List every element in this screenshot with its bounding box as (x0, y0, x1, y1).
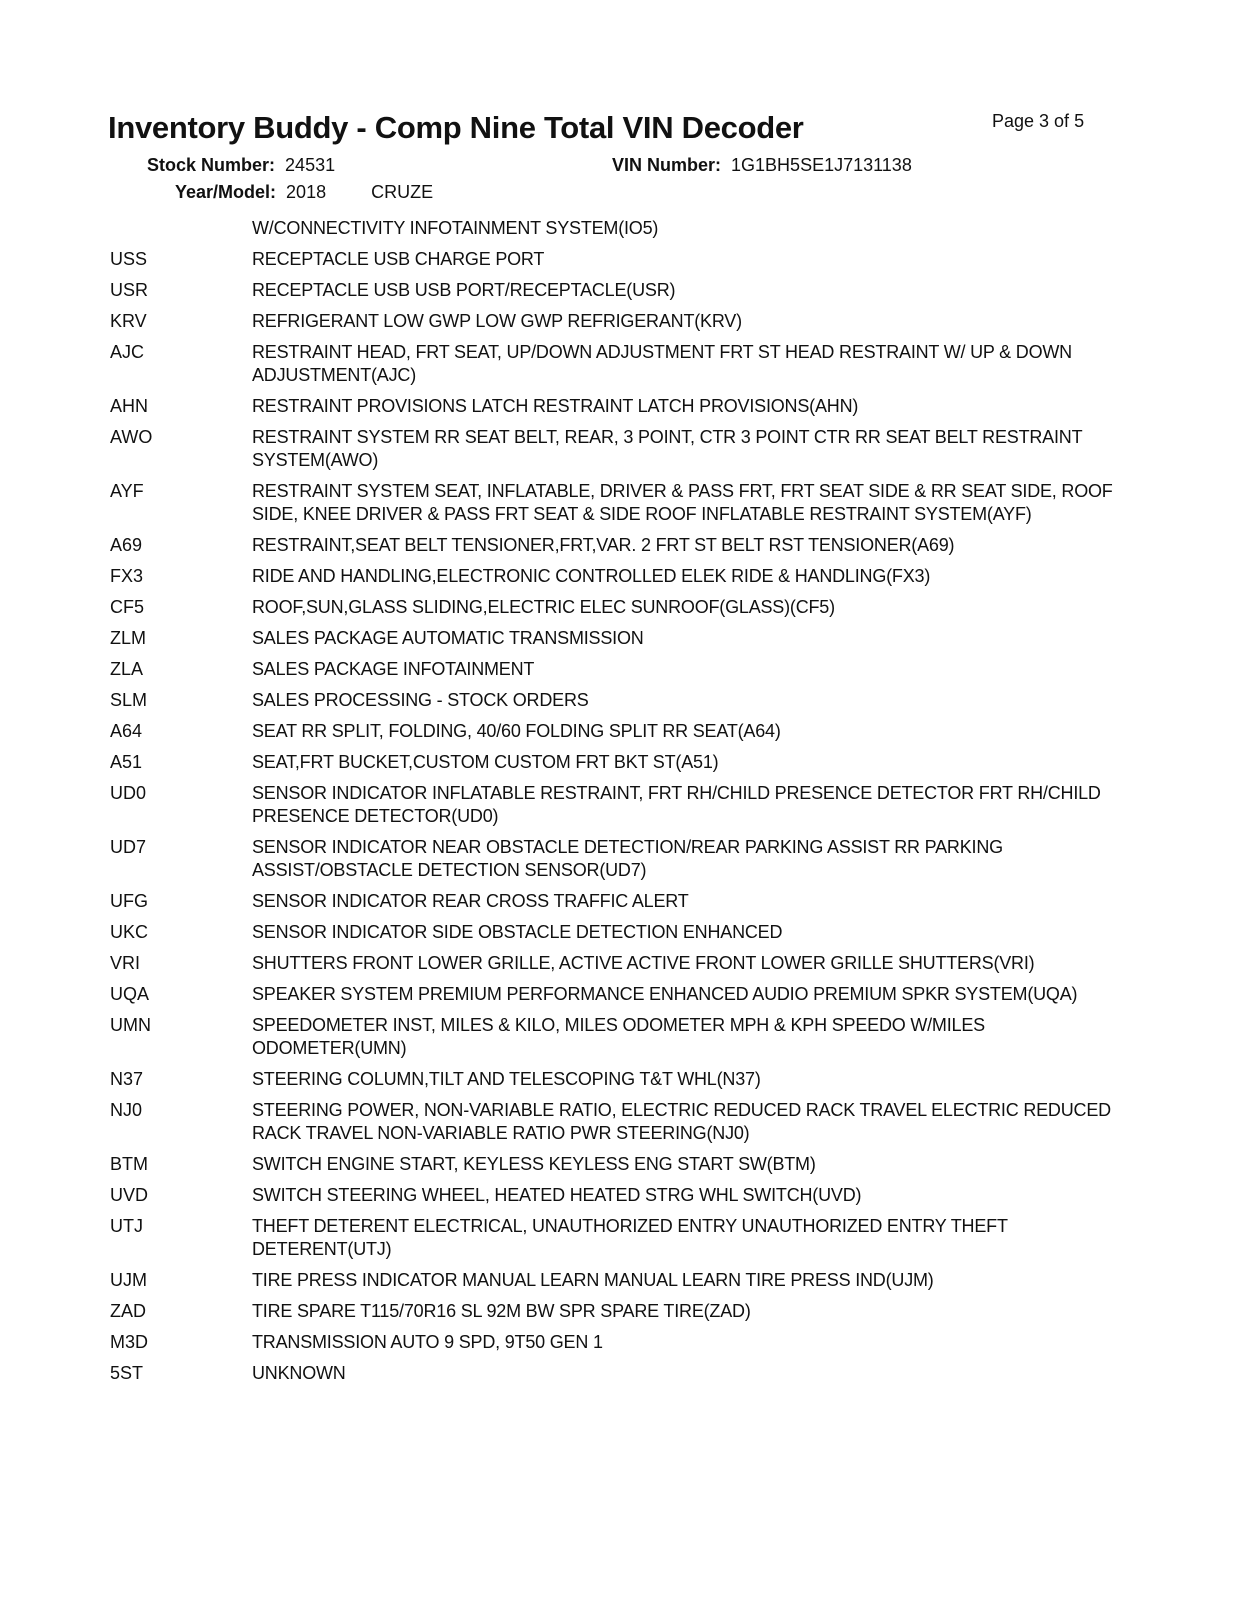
option-row (110, 248, 1120, 271)
option-code: VRI (110, 953, 141, 973)
option-row (110, 217, 1120, 240)
option-code: N37 (110, 1069, 144, 1089)
option-row (110, 751, 1120, 774)
option-row (110, 1300, 1120, 1323)
year-value: 2018 (286, 182, 327, 202)
option-description: RESTRAINT SYSTEM SEAT, INFLATABLE, DRIVER & PASS FRT, FRT SEAT SIDE & RR SEAT SIDE, ROOF SIDE, KNEE DRIVER & PASS FRT SEAT & SIDE ROOF INFLATABLE RESTRAINT SYSTEM(AYF) (252, 481, 1113, 524)
option-description: SALES PROCESSING - STOCK ORDERS (252, 690, 589, 710)
option-code: FX3 (110, 566, 144, 586)
option-row (110, 782, 1120, 828)
option-code: UMN (110, 1015, 151, 1035)
option-description: TRANSMISSION AUTO 9 SPD, 9T50 GEN 1 (252, 1332, 603, 1352)
option-description: RECEPTACLE USB CHARGE PORT (252, 249, 545, 269)
stock-number (147, 155, 335, 176)
option-code: ZLA (110, 659, 144, 679)
option-code: UD0 (110, 783, 147, 803)
model-value: CRUZE (371, 182, 434, 202)
option-code: A51 (110, 752, 143, 772)
option-row (110, 1068, 1120, 1091)
option-row (110, 658, 1120, 681)
option-code: AHN (110, 396, 149, 416)
option-row (110, 890, 1120, 913)
option-code: 5ST (110, 1363, 144, 1383)
option-code: UTJ (110, 1216, 143, 1236)
option-code: UVD (110, 1185, 149, 1205)
option-description: RECEPTACLE USB USB PORT/RECEPTACLE(USR) (252, 280, 676, 300)
option-code: NJ0 (110, 1100, 143, 1120)
option-code: AJC (110, 342, 145, 362)
option-row (110, 341, 1120, 387)
option-code: AWO (110, 427, 153, 447)
option-code: A69 (110, 535, 143, 555)
option-row (110, 480, 1120, 526)
year-label: Year/Model: (175, 182, 277, 202)
option-row (110, 627, 1120, 650)
option-description: SENSOR INDICATOR NEAR OBSTACLE DETECTION/REAR PARKING ASSIST RR PARKING ASSIST/OBSTACLE DETECTION SENSOR(UD7) (252, 837, 1003, 880)
option-row (110, 565, 1120, 588)
option-row (110, 596, 1120, 619)
option-description: SPEEDOMETER INST, MILES & KILO, MILES ODOMETER MPH & KPH SPEEDO W/MILES ODOMETER(UMN) (252, 1015, 985, 1058)
option-row (110, 1153, 1120, 1176)
option-row (110, 836, 1120, 882)
option-description: RIDE AND HANDLING,ELECTRONIC CONTROLLED ELEK RIDE & HANDLING(FX3) (252, 566, 931, 586)
page-number: Page 3 of 5 (992, 111, 1085, 131)
option-description: SALES PACKAGE INFOTAINMENT (252, 659, 535, 679)
option-row (110, 720, 1120, 743)
vin-number (612, 155, 912, 176)
option-description: THEFT DETERENT ELECTRICAL, UNAUTHORIZED ENTRY UNAUTHORIZED ENTRY THEFT DETERENT(UTJ) (252, 1216, 1008, 1259)
option-code: AYF (110, 481, 144, 501)
option-code: CF5 (110, 597, 145, 617)
option-code: ZAD (110, 1301, 146, 1321)
option-code: A64 (110, 721, 143, 741)
option-description: RESTRAINT HEAD, FRT SEAT, UP/DOWN ADJUSTMENT FRT ST HEAD RESTRAINT W/ UP & DOWN ADJUSTMENT(AJC) (252, 342, 1072, 385)
option-row (110, 689, 1120, 712)
option-code (110, 217, 252, 240)
page-title: Inventory Buddy - Comp Nine Total VIN Decoder (108, 110, 804, 145)
option-code: M3D (110, 1332, 149, 1352)
option-row (110, 952, 1120, 975)
option-row (110, 1099, 1120, 1145)
option-description: REFRIGERANT LOW GWP LOW GWP REFRIGERANT(KRV) (252, 311, 742, 331)
vin-value: 1G1BH5SE1J7131138 (731, 155, 912, 175)
option-description: SENSOR INDICATOR INFLATABLE RESTRAINT, FRT RH/CHILD PRESENCE DETECTOR FRT RH/CHILD PRESENCE DETECTOR(UD0) (252, 783, 1101, 826)
option-description: SALES PACKAGE AUTOMATIC TRANSMISSION (252, 628, 644, 648)
option-description: RESTRAINT PROVISIONS LATCH RESTRAINT LATCH PROVISIONS(AHN) (252, 396, 859, 416)
option-row (110, 1215, 1120, 1261)
year-model (175, 182, 433, 203)
option-code: UQA (110, 984, 150, 1004)
stock-value: 24531 (285, 155, 336, 175)
option-description: W/CONNECTIVITY INFOTAINMENT SYSTEM(IO5) (252, 218, 659, 238)
option-code: ZLM (110, 628, 146, 648)
option-code: UD7 (110, 837, 147, 857)
option-description: STEERING POWER, NON-VARIABLE RATIO, ELECTRIC REDUCED RACK TRAVEL ELECTRIC REDUCED RACK TRAVEL NON-VARIABLE RATIO PWR STEERING(NJ0) (252, 1100, 1111, 1143)
option-description: SPEAKER SYSTEM PREMIUM PERFORMANCE ENHANCED AUDIO PREMIUM SPKR SYSTEM(UQA) (252, 984, 1078, 1004)
option-row (110, 1331, 1120, 1354)
option-code: USS (110, 249, 148, 269)
option-code: UKC (110, 922, 149, 942)
option-row (110, 921, 1120, 944)
option-row (110, 1014, 1120, 1060)
option-code-list (110, 217, 1120, 1393)
option-row (110, 1184, 1120, 1207)
option-description: SHUTTERS FRONT LOWER GRILLE, ACTIVE ACTIVE FRONT LOWER GRILLE SHUTTERS(VRI) (252, 953, 1035, 973)
option-row (110, 310, 1120, 333)
option-description: SENSOR INDICATOR SIDE OBSTACLE DETECTION ENHANCED (252, 922, 783, 942)
option-description: UNKNOWN (252, 1363, 346, 1383)
option-code: BTM (110, 1154, 148, 1174)
option-description: SWITCH ENGINE START, KEYLESS KEYLESS ENG START SW(BTM) (252, 1154, 816, 1174)
option-code: UJM (110, 1270, 147, 1290)
option-row (110, 534, 1120, 557)
option-description: RESTRAINT SYSTEM RR SEAT BELT, REAR, 3 POINT, CTR 3 POINT CTR RR SEAT BELT RESTRAINT SYSTEM(AWO) (252, 427, 1083, 470)
option-description: TIRE PRESS INDICATOR MANUAL LEARN MANUAL LEARN TIRE PRESS IND(UJM) (252, 1270, 934, 1290)
option-description: STEERING COLUMN,TILT AND TELESCOPING T&T WHL(N37) (252, 1069, 761, 1089)
option-row (110, 279, 1120, 302)
option-description: SENSOR INDICATOR REAR CROSS TRAFFIC ALERT (252, 891, 689, 911)
option-description: SEAT,FRT BUCKET,CUSTOM CUSTOM FRT BKT ST(A51) (252, 752, 719, 772)
option-description: SEAT RR SPLIT, FOLDING, 40/60 FOLDING SPLIT RR SEAT(A64) (252, 721, 781, 741)
option-description: RESTRAINT,SEAT BELT TENSIONER,FRT,VAR. 2 FRT ST BELT RST TENSIONER(A69) (252, 535, 955, 555)
option-code: UFG (110, 891, 148, 911)
option-row (110, 1362, 1120, 1385)
option-code: SLM (110, 690, 148, 710)
vin-label: VIN Number: (612, 155, 722, 175)
option-row (110, 983, 1120, 1006)
option-row (110, 1269, 1120, 1292)
option-row (110, 395, 1120, 418)
option-code: USR (110, 280, 149, 300)
option-description: TIRE SPARE T115/70R16 SL 92M BW SPR SPARE TIRE(ZAD) (252, 1301, 751, 1321)
option-description: ROOF,SUN,GLASS SLIDING,ELECTRIC ELEC SUNROOF(GLASS)(CF5) (252, 597, 835, 617)
option-code: KRV (110, 311, 147, 331)
option-description: SWITCH STEERING WHEEL, HEATED HEATED STRG WHL SWITCH(UVD) (252, 1185, 862, 1205)
option-row (110, 426, 1120, 472)
stock-label: Stock Number: (147, 155, 276, 175)
